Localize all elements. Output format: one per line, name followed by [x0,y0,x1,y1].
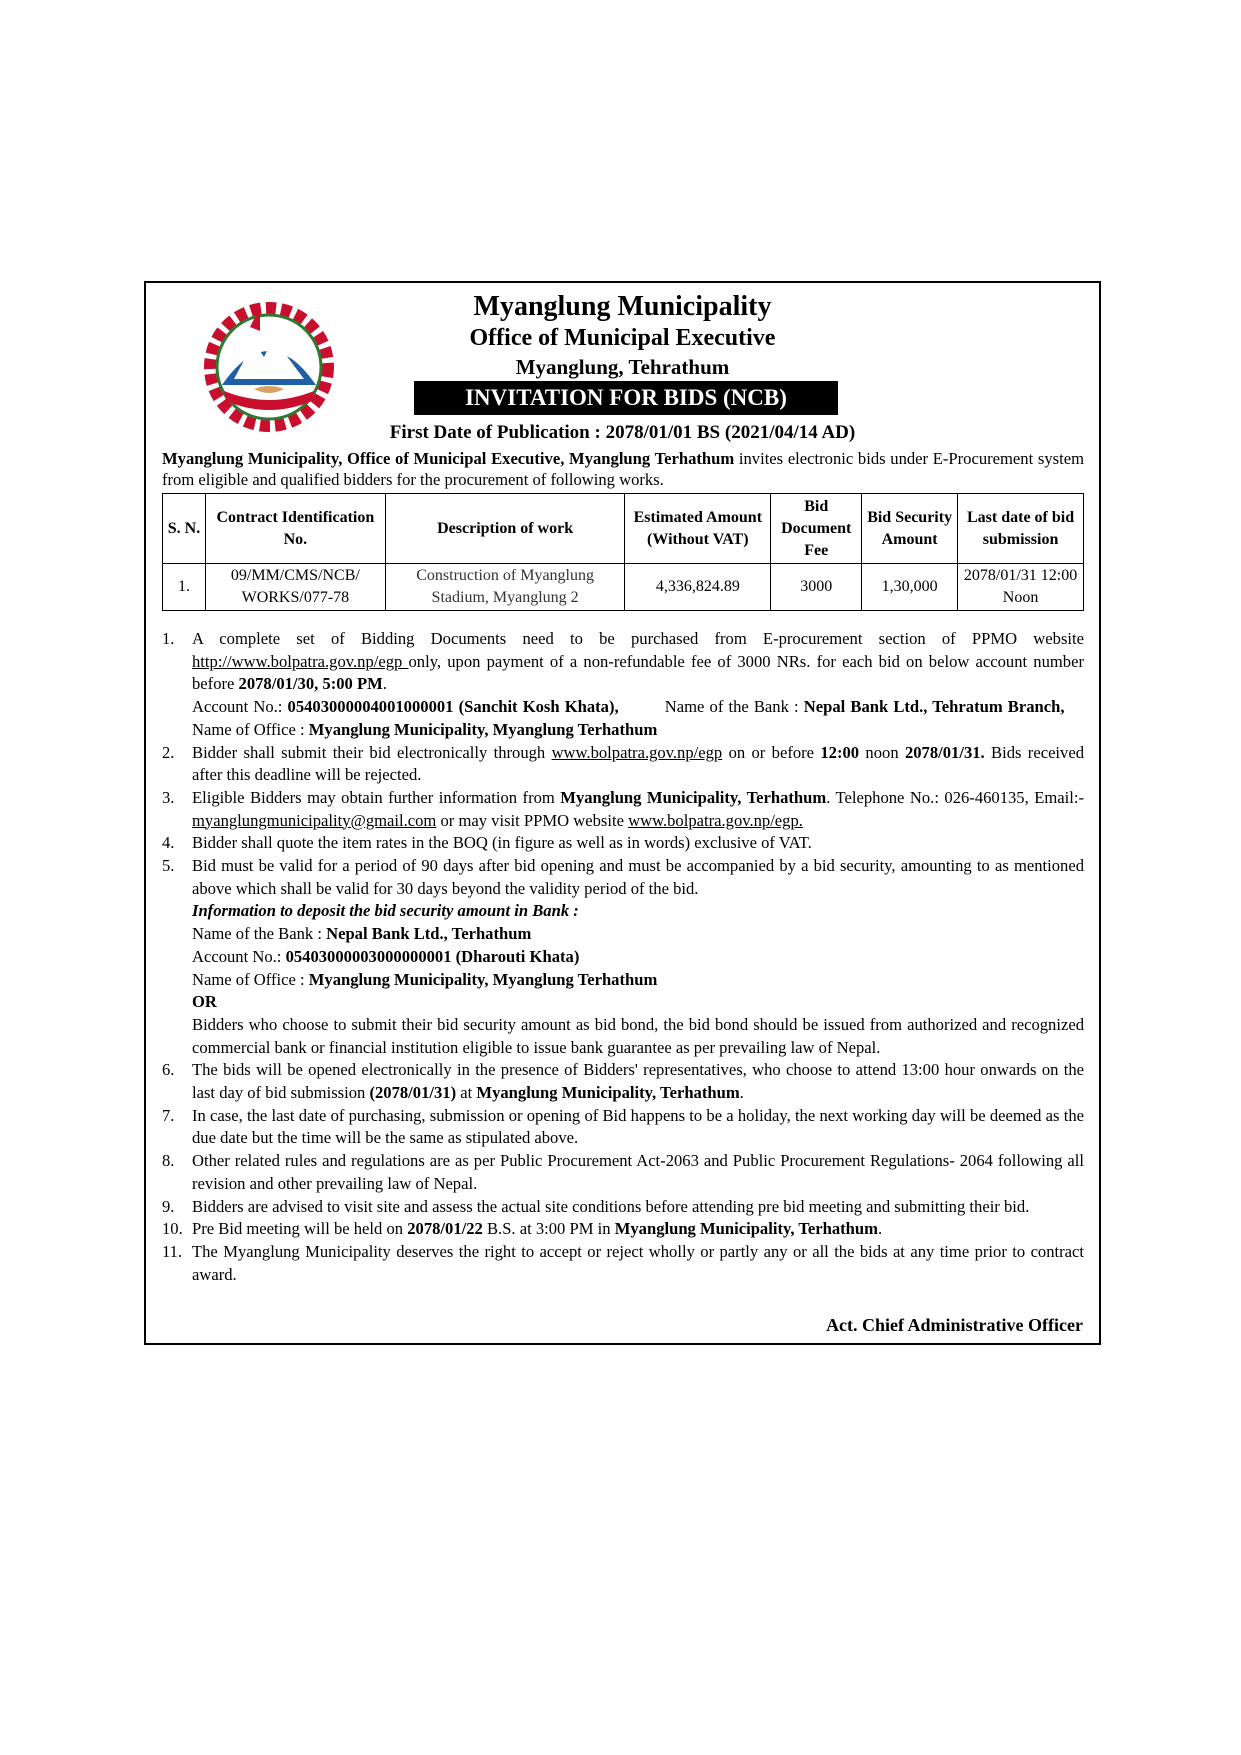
prebid-date: 2078/01/22 [407,1219,483,1239]
term-text: . [877,1219,883,1239]
ppmo-website-link[interactable]: www.bolpatra.gov.np/egp. [628,810,803,830]
bolpatra-egp-link[interactable]: www.bolpatra.gov.np/egp [551,742,723,762]
cell-security-amount: 1,30,000 [862,564,958,611]
cell-description: Construction of Myanglung Stadium, Myanglung 2 [385,564,625,611]
office-name-value: Myanglung Municipality, Myanglung Terhathum [308,719,658,739]
intro-text: invites electronic bids under E-Procurement system from eligible and qualified bidders for the procurement of following works. [162,449,1084,489]
deposit-info-heading: Information to deposit the bid security amount in Bank : [192,901,579,921]
account-number: 05403000004001000001 (Sanchit Kosh Khata), [287,697,619,717]
item-number: 2. [162,742,175,762]
office-label: Name of Office : [192,719,309,739]
organization-name: Myanglung Municipality, Terhathum [560,787,827,807]
term-text: Bids received after this deadline will be rejected. [192,742,1084,785]
term-text: The bids will be opened electronically in the presence of Bidders' representatives, who choose to attend 13:00 hour onwards on the last day of bid submission [192,1060,1084,1103]
publication-date: First Date of Publication : 2078/01/01 BS (2021/04/14 AD) [389,422,856,443]
item-number: 9. [162,1196,175,1216]
cell-estimated-amount: 4,336,824.89 [625,564,771,611]
submission-date: 2078/01/31. [904,742,985,762]
item-number: 10. [162,1219,183,1239]
term-text: In case, the last date of purchasing, submission or opening of Bid happens to be a holiday, the next working day will be deemed as the due date but the time will be the same as stipulated above. [192,1105,1084,1148]
office-name: Office of Municipal Executive [469,325,776,351]
intro-bold: Myanglung Municipality, Office of Municipal Executive, Myanglung Terhathum [162,449,735,468]
header-contract-id: Contract Identification No. [205,494,385,564]
term-text: or may visit PPMO website [436,810,629,830]
list-item [162,742,1084,787]
header-description: Description of work [385,494,625,564]
list-item [162,628,1084,742]
table-row [163,564,1084,611]
item-number: 11. [162,1241,183,1261]
purchase-deadline: 2078/01/30, 5:00 PM [238,674,383,694]
header-document-fee: Bid Document Fee [771,494,862,564]
term-text: The Myanglung Municipality deserves the right to accept or reject wholly or partly any or all the bids at any time prior to contract award. [192,1241,1084,1284]
organization-name: Myanglung Municipality, Terhathum [476,1083,740,1103]
term-text: . Telephone No.: 026-460135, Email:- [826,787,1084,807]
list-item [162,1150,1084,1195]
notice-banner: INVITATION FOR BIDS (NCB) [414,381,838,415]
item-number: 4. [162,833,175,853]
header-sn: S. N. [163,494,206,564]
cell-last-date: 2078/01/31 12:00 Noon [958,564,1084,611]
organization-name: Myanglung Municipality, Terhathum [614,1219,878,1239]
item-number: 1. [162,629,175,648]
header-last-date: Last date of bid submission [958,494,1084,564]
office-location: Myanglung, Tehrathum [515,355,730,379]
bank-label: Name of the Bank : [192,924,327,944]
item-number: 7. [162,1105,175,1125]
bank-label: Name of the Bank : [664,697,804,717]
account-label: Account No.: [192,946,286,966]
municipality-name: Myanglung Municipality [473,291,772,322]
office-name-value: Myanglung Municipality, Myanglung Terhathum [308,969,658,989]
bank-name: Nepal Bank Ltd., Terhathum [326,924,532,944]
item-number: 5. [162,856,175,876]
list-item [162,855,1084,1059]
list-item [162,1196,1084,1219]
intro-paragraph [162,448,1084,490]
signatory-title: Act. Chief Administrative Officer [826,1315,1083,1335]
terms-list [162,628,1084,1286]
term-text: only, upon payment of a non-refundable fee of 3000 NRs. for each bid on below account number before [192,651,1084,694]
office-label: Name of Office : [192,969,309,989]
header-security-amount: Bid Security Amount [862,494,958,564]
table-header-row [163,494,1084,564]
submission-time: 12:00 [820,742,860,762]
term-text: . [382,674,387,694]
bolpatra-link[interactable]: http://www.bolpatra.gov.np/egp [192,651,409,671]
item-number: 6. [162,1060,175,1080]
term-text: Other related rules and regulations are as per Public Procurement Act-2063 and Public Procurement Regulations- 2064 following all revision and other prevailing law of Nepal. [192,1151,1084,1193]
cell-contract-id: 09/MM/CMS/NCB/ WORKS/077-78 [205,564,385,611]
term-text: Bidder shall submit their bid electronically through [192,742,552,762]
term-text: B.S. at 3:00 PM in [482,1219,615,1239]
or-separator: OR [192,992,217,1012]
term-text: at [456,1083,477,1103]
term-text: Bidder shall quote the item rates in the BOQ (in figure as well as in words) exclusive of VAT. [192,833,812,853]
term-text: Bidders are advised to visit site and assess the actual site conditions before attending pre bid meeting and submitting their bid. [192,1196,1030,1216]
term-text: A complete set of Bidding Documents need to be purchased from E-procurement section of PPMO website [192,629,1084,648]
cell-document-fee: 3000 [771,564,862,611]
term-text: on or before [722,742,821,762]
term-text: noon [859,742,905,762]
item-number: 8. [162,1151,175,1171]
email-link[interactable]: myanglungmunicipality@gmail.com [192,810,437,830]
list-item [162,832,1084,855]
opening-date: (2078/01/31) [369,1083,457,1103]
account-number: 05403000003000000001 (Dharouti Khata) [285,946,580,966]
term-text: Eligible Bidders may obtain further information from [192,787,561,807]
list-item [162,1241,1084,1286]
item-number: 3. [162,787,175,807]
term-text: Pre Bid meeting will be held on [192,1219,408,1239]
header-estimated-amount: Estimated Amount (Without VAT) [625,494,771,564]
bids-table [162,493,1084,611]
list-item [162,787,1084,832]
bank-name: Nepal Bank Ltd., Tehratum Branch, [803,697,1065,717]
list-item [162,1059,1084,1104]
bid-bond-text: Bidders who choose to submit their bid security amount as bid bond, the bid bond should be issued from authorized and recognized commercial bank or financial institution eligible to issue bank guarantee as per prevailing law of Nepal. [192,1014,1084,1057]
account-label: Account No.: [192,697,288,717]
list-item [162,1218,1084,1241]
term-text: . [739,1083,744,1103]
bid-notice-box [144,281,1101,1345]
term-text: Bid must be valid for a period of 90 days after bid opening and must be accompanied by a bid security, amounting to as mentioned above which shall be valid for 30 days beyond the validity period of the bid. [192,856,1084,898]
cell-sn: 1. [163,564,206,611]
list-item [162,1105,1084,1150]
